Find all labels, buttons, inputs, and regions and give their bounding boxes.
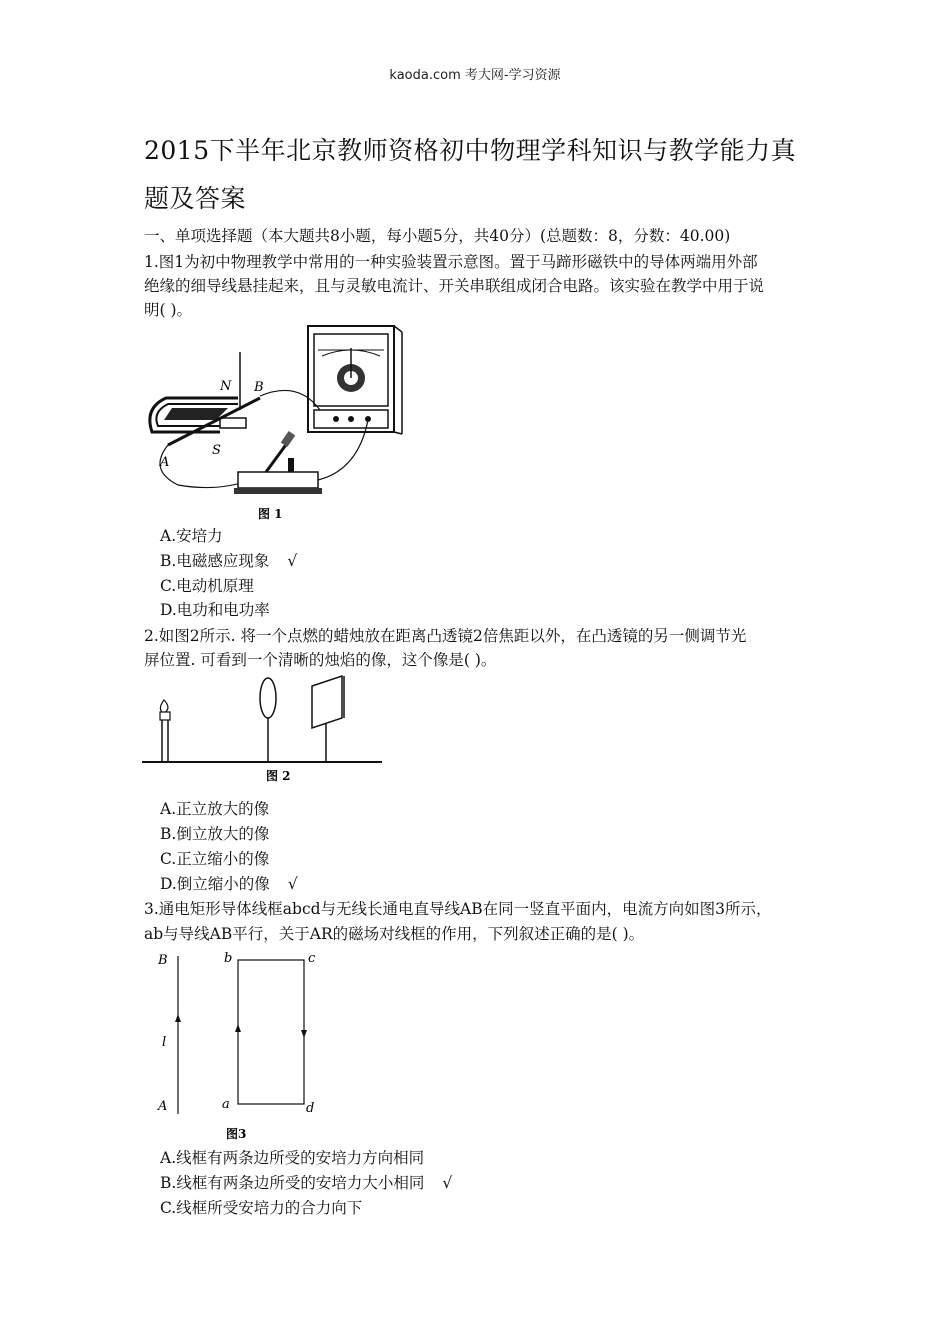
question-3-text-line-1: 3.通电矩形导体线框abcd与无线长通电直导线AB在同一竖直平面内，电流方向如图3所示，: [144, 900, 772, 918]
figure-1-label-n: N: [220, 379, 232, 394]
option-text: D.电功和电功率: [160, 601, 270, 619]
option-text: C.正立缩小的像: [160, 850, 270, 868]
convex-lens: [260, 678, 276, 762]
figure-1-label-b: B: [254, 380, 264, 395]
galvanometer: [308, 326, 402, 434]
figure-3-label-b-lower: b: [224, 951, 233, 966]
question-2-option-c: [160, 847, 287, 871]
figure-1-caption: 图 1: [258, 507, 283, 521]
figure-3-label-a-upper: A: [158, 1099, 168, 1114]
option-text: D.倒立缩小的像: [160, 875, 270, 893]
option-text: B.倒立放大的像: [160, 825, 270, 843]
figure-3-caption: 图3: [226, 1127, 247, 1141]
question-3-option-b: [160, 1171, 452, 1195]
figure-3-label-b-upper: B: [158, 953, 168, 968]
figure-3-wire-and-rectangular-loop: [150, 946, 330, 1142]
question-3-option-a: [160, 1146, 442, 1170]
question-1-option-b: [160, 549, 297, 573]
question-3-option-c: [160, 1196, 380, 1220]
figure-1-label-a: A: [160, 455, 170, 470]
option-text: A.正立放大的像: [160, 800, 270, 818]
figure-3-label-c: c: [308, 951, 316, 966]
question-1-option-c: [160, 574, 272, 598]
figure-2-caption: 图 2: [266, 769, 291, 783]
question-1-text-line-1: 1.图1为初中物理教学中常用的一种实验装置示意图。置于马蹄形磁铁中的导体两端用外部: [144, 253, 758, 271]
question-1-option-d: [160, 598, 288, 622]
figure-1-electromagnetic-apparatus: [138, 320, 418, 525]
option-text: A.线框有两条边所受的安培力方向相同: [160, 1149, 425, 1167]
loop-up-arrow: [235, 1024, 241, 1032]
question-2-option-d: [160, 872, 298, 896]
option-text: B.线框有两条边所受的安培力大小相同: [160, 1174, 425, 1192]
option-text: B.电磁感应现象: [160, 552, 270, 570]
question-2-option-b: [160, 822, 287, 846]
wire-current-arrow: [175, 1014, 181, 1022]
knife-switch: [234, 431, 322, 494]
question-2-text-line-2: 屏位置. 可看到一个清晰的烛焰的像，这个像是( )。: [144, 651, 497, 669]
horseshoe-magnet: [150, 398, 246, 432]
figure-2-candle-lens-screen: [140, 672, 386, 788]
candle: [160, 700, 170, 762]
section-heading: 一、单项选择题（本大题共8小题，每小题5分，共40分）(总题数：8，分数：40.00): [144, 227, 731, 245]
question-2-option-a: [160, 797, 287, 821]
figure-3-label-a-lower: a: [222, 1097, 230, 1112]
answer-check-mark: √: [287, 875, 298, 893]
question-3-text-line-2: ab与导线AB平行，关于AR的磁场对线框的作用，下列叙述正确的是( )。: [144, 925, 645, 943]
page-header: kaoda.com 考大网-学习资源: [389, 68, 561, 83]
question-1-text-line-3: 明( )。: [144, 301, 193, 319]
document-title-line-2: 题及答案: [144, 184, 247, 213]
question-1-option-a: [160, 524, 241, 548]
option-text: C.电动机原理: [160, 577, 254, 595]
question-2-text-line-1: 2.如图2所示. 将一个点燃的蜡烛放在距离凸透镜2倍焦距以外，在凸透镜的另一侧调节光: [144, 627, 747, 645]
option-text: C.线框所受安培力的合力向下: [160, 1199, 363, 1217]
figure-1-label-s: S: [212, 443, 221, 458]
light-screen: [312, 676, 344, 762]
answer-check-mark: √: [287, 552, 298, 570]
figure-3-label-l: l: [162, 1035, 167, 1050]
question-1-text-line-2: 绝缘的细导线悬挂起来，且与灵敏电流计、开关串联组成闭合电路。该实验在教学中用于说: [144, 277, 765, 295]
option-text: A.安培力: [160, 527, 223, 545]
document-title-line-1: 2015下半年北京教师资格初中物理学科知识与教学能力真: [144, 136, 797, 165]
answer-check-mark: √: [442, 1174, 453, 1192]
rectangular-loop-abcd: [238, 960, 304, 1104]
loop-down-arrow: [301, 1030, 307, 1038]
figure-3-label-d: d: [306, 1101, 315, 1116]
